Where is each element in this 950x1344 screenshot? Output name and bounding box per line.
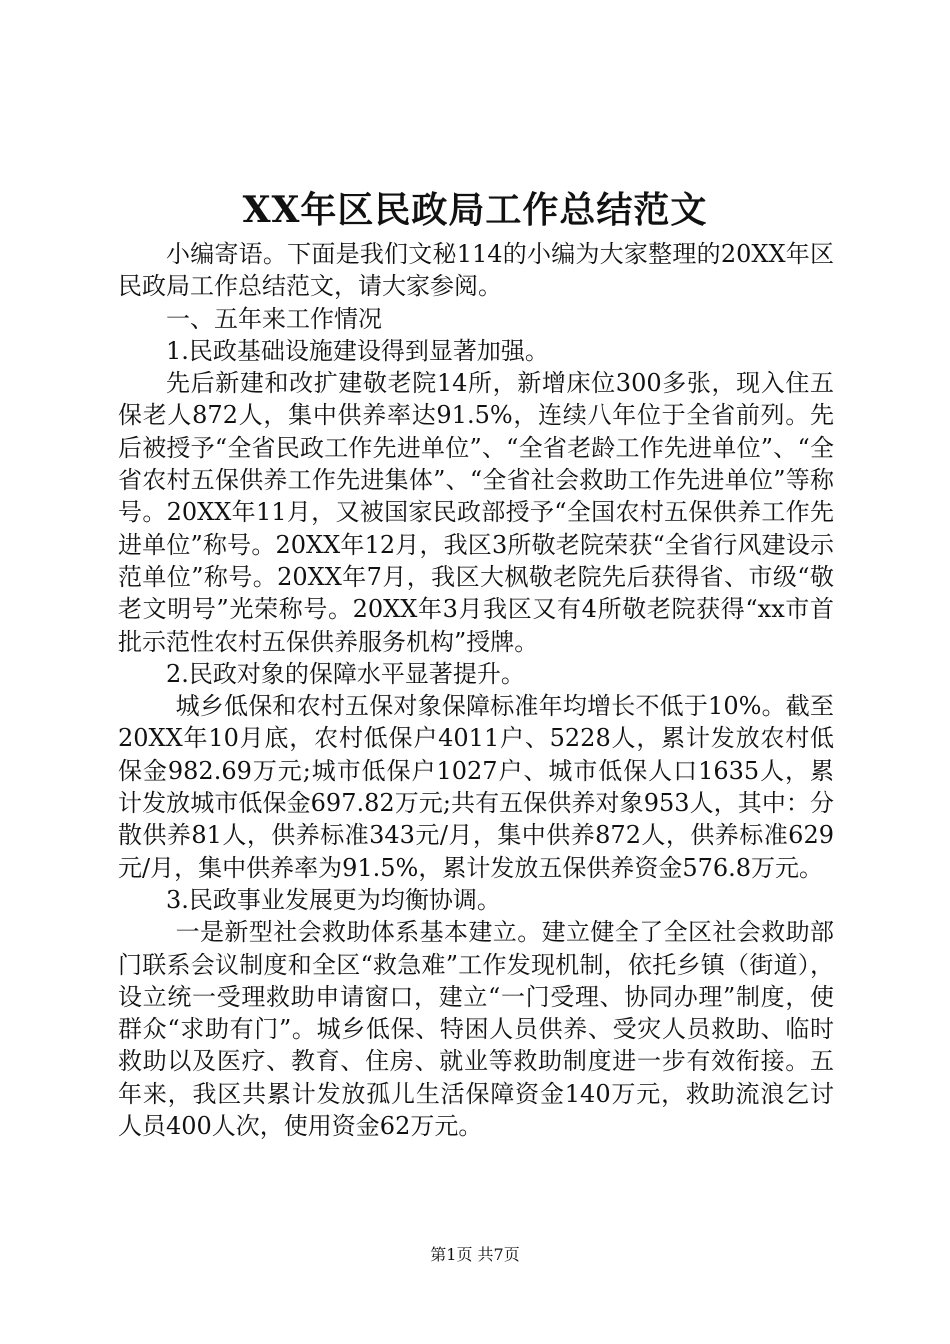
paragraph-intro: 小编寄语。下面是我们文秘114的小编为大家整理的20XX年区民政局工作总结范文，请大家参阅。 xyxy=(118,240,834,301)
subheading-1: 1.民政基础设施建设得到显著加强。 xyxy=(166,336,549,365)
paragraph-3: 一是新型社会救助体系基本建立。建立健全了全区社会救助部门联系会议制度和全区“救急难”工作发现机制，依托乡镇（街道），设立统一受理救助申请窗口，建立“一门受理、协同办理”制度，使群众“求助有门”。城乡低保、特困人员供养、受灾人员救助、临时救助以及医疗、教育、住房、就业等救助制度进一步有效衔接。五年来，我区共累计发放孤儿生活保障资金140万元，救助流浪乞讨人员400人次，使用资金62万元。 xyxy=(118,918,834,1141)
document-body xyxy=(118,238,834,1142)
paragraph-1: 先后新建和改扩建敬老院14所，新增床位300多张，现入住五保老人872人，集中供养率达91.5%，连续八年位于全省前列。先后被授予“全省民政工作先进单位”、“全省老龄工作先进单位”、“全省农村五保供养工作先进集体”、“全省社会救助工作先进单位”等称号。20XX年11月，又被国家民政部授予“全国农村五保供养工作先进单位”称号。20XX年12月，我区3所敬老院荣获“全省行风建设示范单位”称号。20XX年7月，我区大枫敬老院先后获得省、市级“敬老文明号”光荣称号。20XX年3月我区又有4所敬老院获得“xx市首批示范性农村五保供养服务机构”授牌。 xyxy=(118,369,834,656)
section-heading: 一、五年来工作情况 xyxy=(166,304,382,333)
subheading-3: 3.民政事业发展更为均衡协调。 xyxy=(166,885,501,914)
document-title: XX年区民政局工作总结范文 xyxy=(242,189,708,231)
paragraph-2: 城乡低保和农村五保对象保障标准年均增长不低于10%。截至20XX年10月底，农村低保户4011户、5228人，累计发放农村低保金982.69万元;城市低保户1027户、城市低保人口1635人，累计发放城市低保金697.82万元;共有五保供养对象953人，其中：分散供养81人，供养标准343元/月，集中供养872人，供养标准629元/月，集中供养率为91.5%，累计发放五保供养资金576.8万元。 xyxy=(118,692,834,882)
page-footer: 第1页 共7页 xyxy=(430,1245,520,1264)
subheading-2: 2.民政对象的保障水平显著提升。 xyxy=(166,659,525,688)
